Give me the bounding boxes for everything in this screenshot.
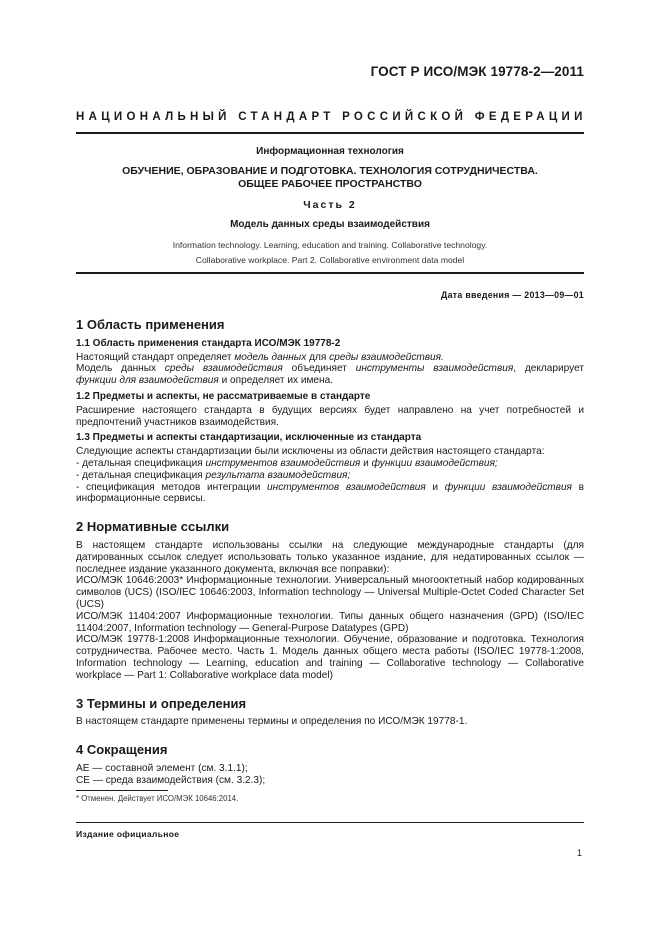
document-body <box>76 315 584 804</box>
paragraph: ИСО/МЭК 10646:2003* Информационные технологии. Универсальный многооктетный набор кодированных символов (UCS) (ISO/IEC 10646:2003, Information technology — Universal Multiple-Octet Coded Character Set (UCS) <box>76 575 584 610</box>
section-1-3-heading: 1.3 Предметы и аспекты стандартизации, исключенные из стандарта <box>76 432 422 444</box>
section-1-2-heading: 1.2 Предметы и аспекты, не рассматриваемые в стандарте <box>76 390 371 402</box>
paragraph: Следующие аспекты стандартизации были исключены из области действия настоящего стандарта: <box>76 446 545 458</box>
paragraph: Расширение настоящего стандарта в будущих версиях будет направлено на учет потребностей и предпочтений участников взаимодействия. <box>76 404 584 428</box>
paragraph: ИСО/МЭК 19778-1:2008 Информационные технологии. Обучение, образование и подготовка. Технология сотрудничества. Рабочее место. Часть 1. Модель данных общего места работы (ISO/IEC 19778-1:2008, Information technology — Learning, education and training — Collaborative technology — Collaborative workplace — Part 1: Collaborative workplace data model) <box>76 634 584 681</box>
footer-rule <box>76 822 584 823</box>
title-english <box>76 238 584 268</box>
national-standard-banner: НАЦИОНАЛЬНЫЙ СТАНДАРТ РОССИЙСКОЙ ФЕДЕРАЦИИ <box>76 111 587 123</box>
introduction-date: Дата введения — 2013—09—01 <box>441 290 584 300</box>
document-id: ГОСТ Р ИСО/МЭК 19778-2—2011 <box>370 64 584 79</box>
title-subject: Информационная технология <box>256 146 404 157</box>
paragraph: В настоящем стандарте использованы ссылки на следующие международные стандарты (для датированных ссылок следует использовать только указанное издание, для недатированных ссылок — последнее издание указанного документа, включая все поправки): <box>76 539 584 575</box>
title-english-line-1: Information technology. Learning, education and training. Collaborative technology. <box>172 240 488 250</box>
section-4-heading: 4 Сокращения <box>76 742 168 758</box>
paragraph: Модель данных среды взаимодействия объединяет инструменты взаимодействия, декларирует функции для взаимодействия и определяет их имена. <box>76 363 584 387</box>
list-item: - спецификация методов интеграции инструментов взаимодействия и функции взаимодействия в информационные сервисы. <box>76 481 585 505</box>
page-number: 1 <box>576 848 582 858</box>
section-1-1-heading: 1.1 Область применения стандарта ИСО/МЭК 19778-2 <box>76 337 341 349</box>
paragraph: ИСО/МЭК 11404:2007 Информационные технологии. Типы данных общего назначения (GPD) (ISO/IEC 11404:2007, Information technology — General-Purpose Datatypes (GPD) <box>76 610 584 634</box>
section-2-heading: 2 Нормативные ссылки <box>76 519 230 535</box>
list-item: - детальная спецификация инструментов взаимодействия и функции взаимодействия; <box>76 457 498 469</box>
list-item: - детальная спецификация результата взаимодействия; <box>76 469 351 481</box>
title-line-2: ОБЩЕЕ РАБОЧЕЕ ПРОСТРАНСТВО <box>238 178 422 190</box>
abbreviation-ae: АЕ — составной элемент (см. 3.1.1); <box>76 762 248 774</box>
abbreviation-ce: СЕ — среда взаимодействия (см. 3.2.3); <box>76 774 266 786</box>
title-english-line-2: Collaborative workplace. Part 2. Collaborative environment data model <box>195 255 465 265</box>
edition-label: Издание официальное <box>76 829 180 839</box>
title-line-1: ОБУЧЕНИЕ, ОБРАЗОВАНИЕ И ПОДГОТОВКА. ТЕХНОЛОГИЯ СОТРУДНИЧЕСТВА. <box>122 165 538 177</box>
title-subtitle: Модель данных среды взаимодействия <box>230 219 430 230</box>
section-3-heading: 3 Термины и определения <box>76 695 247 711</box>
title-part: Часть 2 <box>303 199 357 211</box>
footnote: * Отменен. Действует ИСО/МЭК 10646:2014. <box>76 793 239 803</box>
paragraph: Настоящий стандарт определяет модель данных для среды взаимодействия. <box>76 351 444 363</box>
paragraph: В настоящем стандарте применены термины и определения по ИСО/МЭК 19778-1. <box>76 716 468 728</box>
header-rule <box>76 132 584 134</box>
section-1-heading: 1 Область применения <box>76 317 225 332</box>
title-rule <box>76 272 584 274</box>
title-main <box>76 165 584 191</box>
footnote-rule <box>76 790 168 791</box>
